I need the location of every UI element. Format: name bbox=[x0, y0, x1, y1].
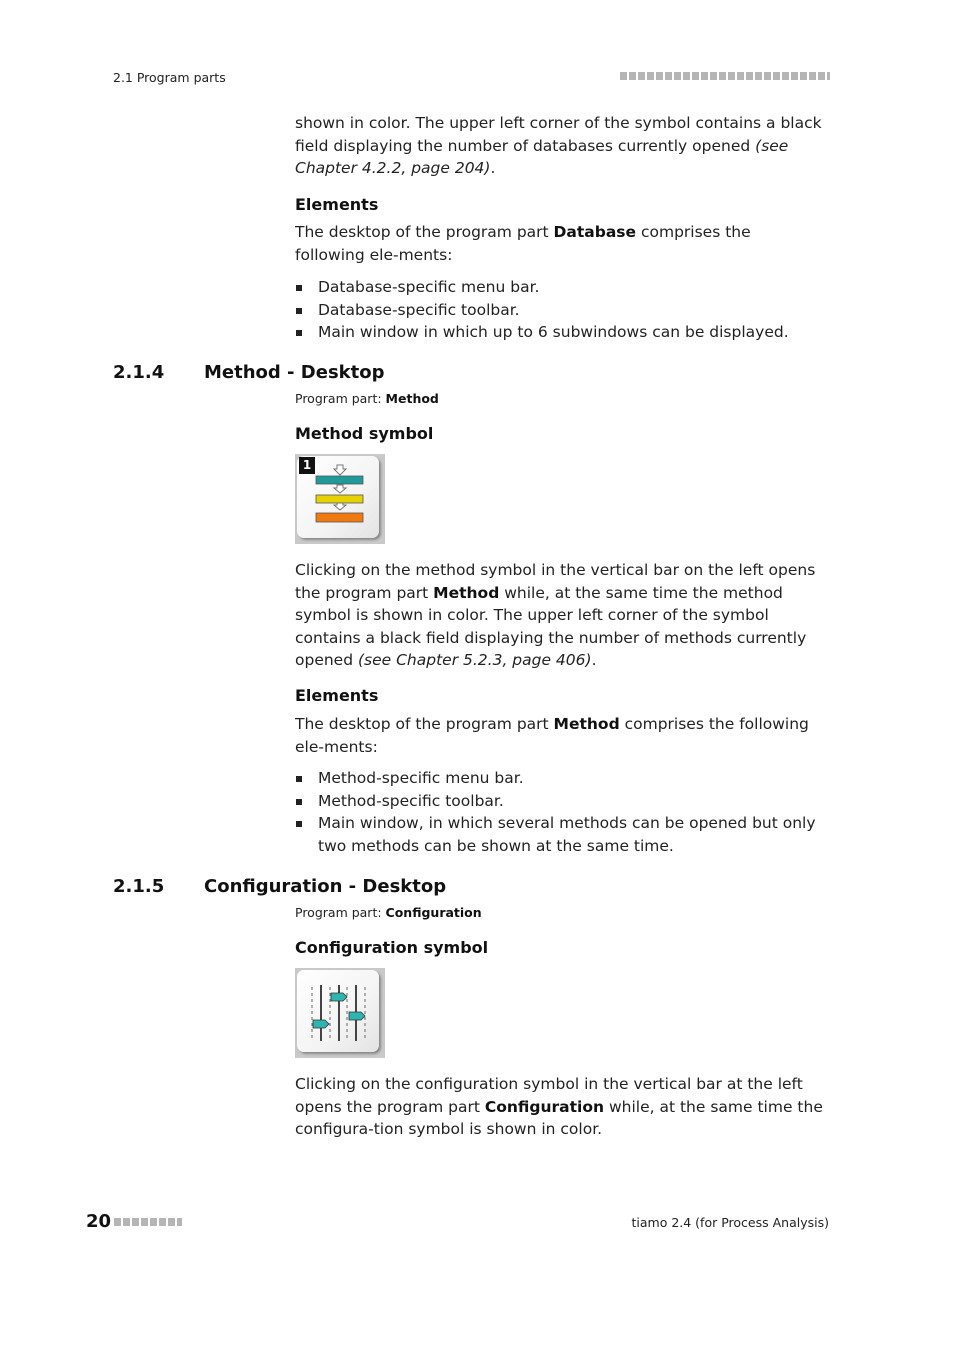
section-number: 2.1.4 bbox=[113, 362, 165, 383]
method-description: Clicking on the method symbol in the vertical bar on the left opens the program part Method while, at the same time the method symbol is shown in color. The upper left corner of the symbol contains a black field displaying the number of methods currently opened (see Chapter 5.2.3, page 406). bbox=[295, 561, 816, 669]
section-title: Configuration - Desktop bbox=[204, 876, 447, 897]
section-number: 2.1.5 bbox=[113, 876, 165, 897]
configuration-symbol-icon bbox=[295, 968, 385, 1058]
chapter-reference-link[interactable]: (see Chapter 5.2.3, page 406) bbox=[357, 651, 592, 669]
program-part-line: Program part: Method bbox=[295, 391, 439, 406]
configuration-symbol-heading: Configuration symbol bbox=[295, 938, 489, 957]
list-item: Main window, in which several methods can be opened but only two methods can be shown at the same time. bbox=[295, 812, 825, 857]
method-step-bar-teal bbox=[316, 476, 363, 484]
program-part-value: Configuration bbox=[385, 905, 482, 920]
list-item: Database-specific toolbar. bbox=[295, 299, 825, 322]
footer-decoration-dots bbox=[114, 1218, 182, 1226]
running-header-section: 2.1 Program parts bbox=[113, 70, 226, 85]
list-item: Method-specific toolbar. bbox=[295, 790, 825, 813]
method-elements-list bbox=[295, 767, 825, 857]
method-elements-heading: Elements bbox=[295, 686, 379, 705]
list-item: Database-specific menu bar. bbox=[295, 276, 825, 299]
section-title: Method - Desktop bbox=[204, 362, 385, 383]
chapter-reference-link[interactable]: (see Chapter 4.2.2, page 204) bbox=[295, 136, 789, 177]
list-item: Method-specific menu bar. bbox=[295, 767, 825, 790]
method-step-bar-orange bbox=[316, 513, 363, 522]
list-item: Main window in which up to 6 subwindows can be displayed. bbox=[295, 321, 825, 344]
product-name: tiamo 2.4 (for Process Analysis) bbox=[631, 1215, 829, 1230]
database-elements-list bbox=[295, 276, 825, 344]
method-symbol-icon bbox=[295, 454, 385, 544]
database-elements-intro: The desktop of the program part Database comprises the following ele-ments: bbox=[295, 223, 751, 264]
database-elements-heading: Elements bbox=[295, 195, 379, 214]
intro-paragraph: shown in color. The upper left corner of the symbol contains a black field displaying the number of databases currently opened (see Chapter 4.2.2, page 204). bbox=[295, 114, 822, 177]
page-number: 20 bbox=[86, 1211, 112, 1232]
method-elements-intro: The desktop of the program part Method comprises the following ele-ments: bbox=[295, 715, 809, 756]
database-program-part: Database bbox=[553, 223, 637, 241]
method-symbol-heading: Method symbol bbox=[295, 424, 434, 443]
header-decoration-dots bbox=[620, 72, 830, 80]
configuration-description: Clicking on the configuration symbol in the vertical bar at the left opens the program part Configuration while, at the same time the configura-tion symbol is shown in color. bbox=[295, 1075, 823, 1138]
open-count-badge: 1 bbox=[299, 457, 315, 474]
method-step-bar-yellow bbox=[316, 495, 363, 503]
program-part-line: Program part: Configuration bbox=[295, 905, 482, 920]
program-part-value: Method bbox=[385, 391, 439, 406]
intro-text: shown in color. The upper left corner of the symbol contains a black field displaying the number of databases currently opened bbox=[295, 114, 822, 155]
